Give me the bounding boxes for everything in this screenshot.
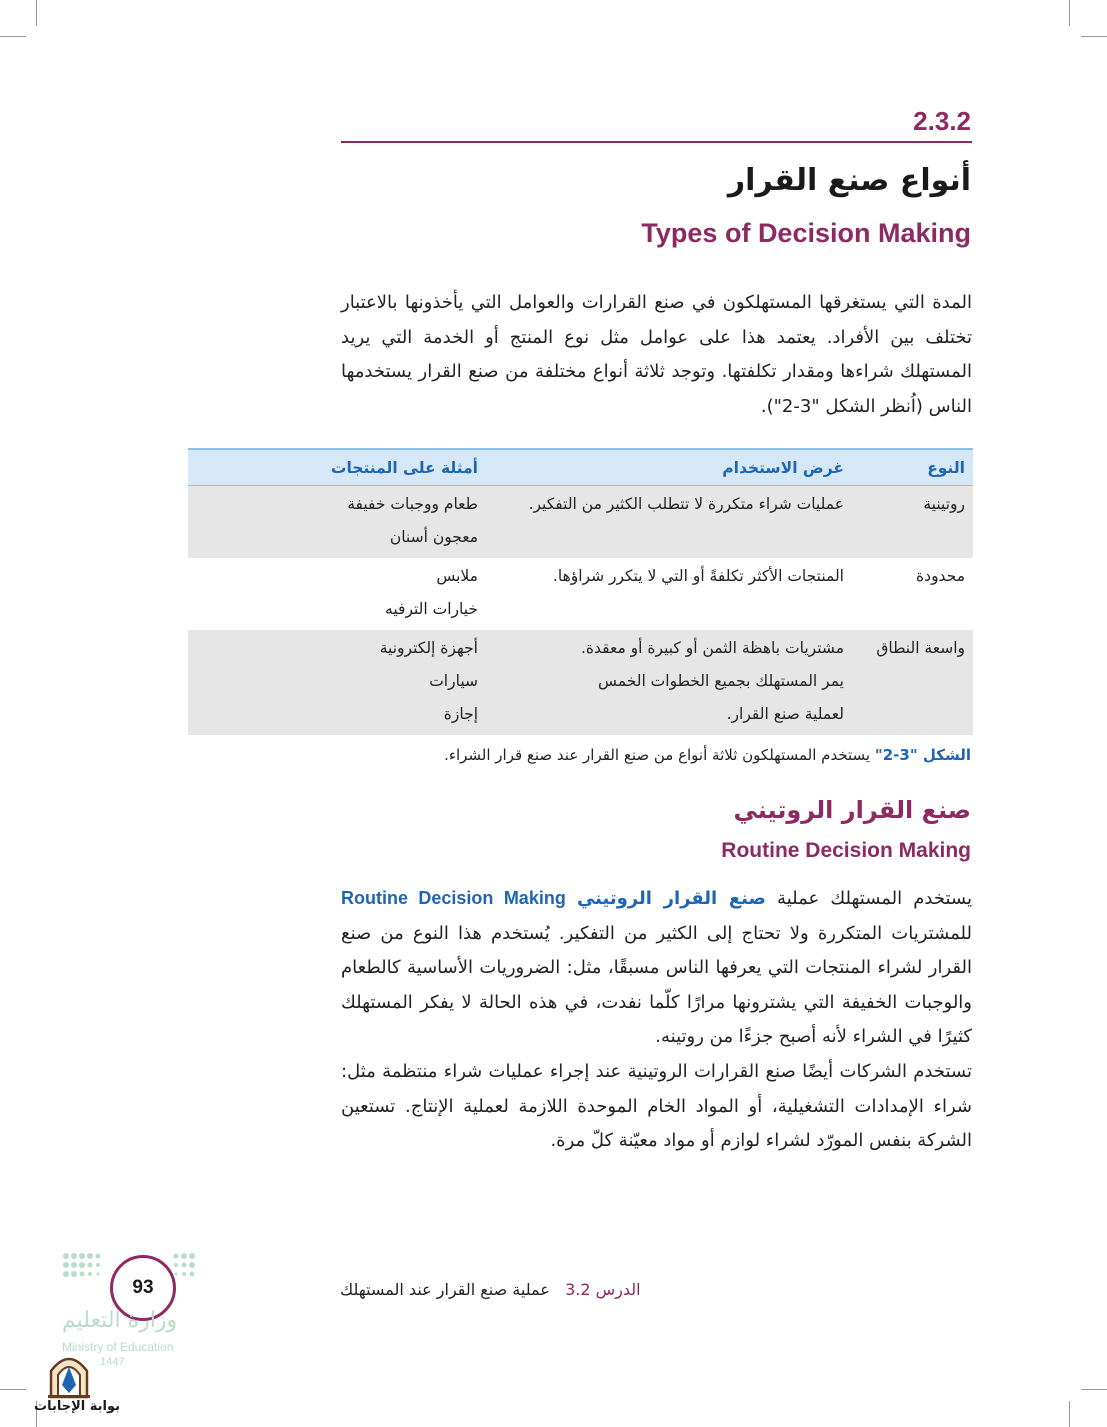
decision-types-table — [188, 448, 973, 735]
gate-logo-icon — [46, 1349, 92, 1399]
section-number: 2.3.2 — [913, 106, 971, 136]
crop-mark — [1069, 1401, 1070, 1427]
footer-lesson — [340, 1280, 641, 1299]
ministry-name-english: Ministry of Education — [62, 1340, 174, 1354]
watermark-text: بوابة الإجابات — [34, 1399, 120, 1414]
ministry-year: 1447 — [100, 1356, 125, 1368]
row-example: خيارات الترفيه — [385, 600, 478, 618]
section-title-arabic: أنواع صنع القرار — [727, 163, 971, 198]
row-example: طعام ووجبات خفيفة — [347, 495, 478, 513]
row-purpose-line: لعملية صنع القرار. — [726, 705, 844, 723]
page-number: 93 — [110, 1255, 176, 1321]
footer-lesson-title: عملية صنع القرار عند المستهلك — [340, 1280, 550, 1299]
crop-mark — [1069, 0, 1070, 26]
row-example: ملابس — [436, 567, 478, 585]
row-purpose-line: المنتجات الأكثر تكلفةً أو التي لا يتكرر شراؤها. — [552, 567, 844, 585]
table-row — [188, 630, 973, 735]
crop-mark — [1081, 36, 1107, 37]
header-examples: أمثلة على المنتجات — [188, 449, 486, 486]
figure-caption-text: يستخدم المستهلكون ثلاثة أنواع من صنع القرار عند صنع قرار الشراء. — [444, 746, 875, 764]
crop-mark — [36, 0, 37, 26]
routine-rest: للمشتريات المتكررة ولا تحتاج إلى الكثير من التفكير. يُستخدم هذا النوع من صنع القرار لشراء المنتجات التي يعرفها الناس مسبقًا، مثل: الضروريات الأساسية كالطعام والوجبات الخفيفة التي يشترونها مرارًا كلّما نفدت، في هذه الحالة لا يفكر المستهلك كثيرًا في الشراء لأنه أصبح جزءًا من روتينه. — [341, 922, 972, 1047]
row-example: إجازة — [443, 705, 478, 723]
ministry-name-arabic: وزارة التعليم — [62, 1308, 178, 1333]
routine-paragraph — [341, 881, 972, 1055]
table-header-row — [188, 449, 973, 486]
crop-mark — [0, 1389, 26, 1390]
subsection-title-english: Routine Decision Making — [721, 839, 971, 862]
header-purpose: غرض الاستخدام — [486, 449, 852, 486]
title-rule — [341, 141, 972, 143]
row-type: روتينية — [923, 495, 965, 513]
row-type: واسعة النطاق — [876, 639, 965, 657]
row-example: سيارات — [429, 672, 478, 690]
intro-paragraph: المدة التي يستغرقها المستهلكون في صنع القرارات والعوامل التي يأخذونها بالاعتبار تختلف بين الأفراد. يعتمد هذا على عوامل مثل نوع المنتج أو الخدمة التي يريد المستهلك شراءها ومقدار تكلفتها. وتوجد ثلاثة أنواع مختلفة من صنع القرار يستخدمها الناس (اُنظر الشكل "3-2"). — [341, 292, 972, 417]
section-title-english: Types of Decision Making — [641, 218, 971, 248]
routine-term-english: Routine Decision Making — [341, 888, 566, 908]
row-purpose-line: مشتريات باهظة الثمن أو كبيرة أو معقدة. — [580, 639, 844, 657]
row-type: محدودة — [916, 567, 965, 585]
header-type: النوع — [852, 449, 973, 486]
figure-caption — [444, 746, 971, 764]
crop-mark — [1081, 1389, 1107, 1390]
row-purpose-line: عمليات شراء متكررة لا تتطلب الكثير من التفكير. — [528, 495, 844, 513]
crop-mark — [0, 36, 26, 37]
table-row — [188, 486, 973, 559]
row-example: أجهزة إلكترونية — [379, 639, 478, 657]
subsection-title-arabic: صنع القرار الروتيني — [733, 796, 971, 824]
row-purpose-line: يمر المستهلك بجميع الخطوات الخمس — [598, 672, 844, 690]
figure-caption-label: الشكل "3-2" — [874, 746, 971, 764]
table-row — [188, 558, 973, 630]
routine-lead: يستخدم المستهلك عملية — [765, 888, 972, 909]
row-example: معجون أسنان — [389, 528, 478, 546]
routine-term-arabic: صنع القرار الروتيني — [576, 888, 766, 909]
companies-paragraph: تستخدم الشركات أيضًا صنع القرارات الروتينية عند إجراء عمليات شراء منتظمة مثل: شراء الإمدادات التشغيلية، أو المواد الخام الموحدة اللازمة لعملية الإنتاج. تستعين الشركة بنفس المورّد لشراء لوازم أو مواد معيّنة كلّ مرة. — [341, 1061, 972, 1151]
footer-lesson-label: الدرس 3.2 — [565, 1280, 641, 1299]
dot-pattern-left — [62, 1252, 108, 1284]
